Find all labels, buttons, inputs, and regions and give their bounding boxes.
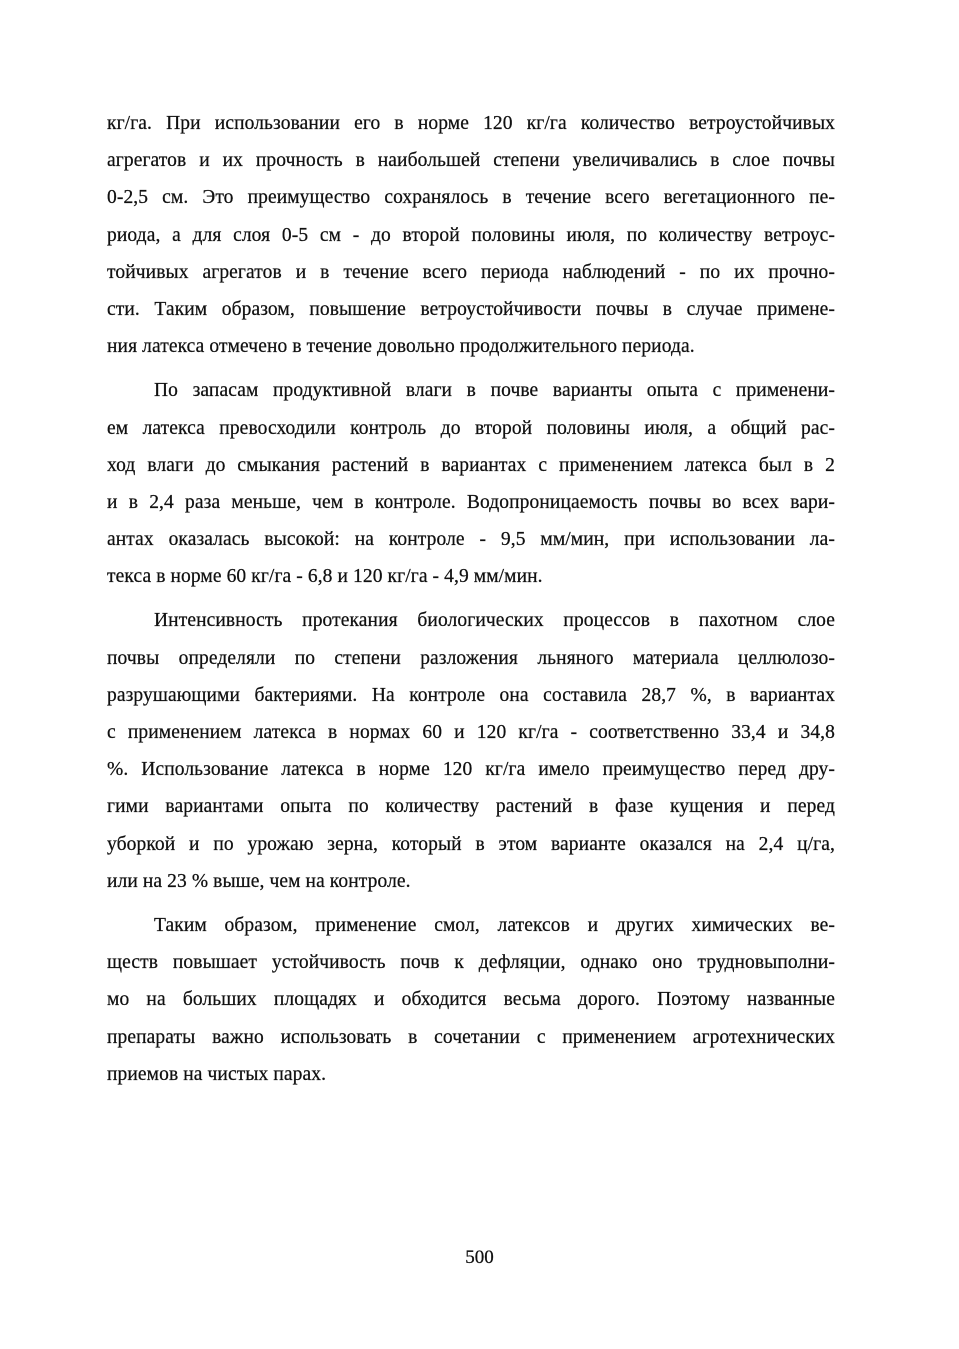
text-line: антах оказалась высокой: на контроле - 9,5 мм/мин, при использовании ла- [107, 529, 835, 551]
text-line: Таким образом, применение смол, латексов и других химических ве- [154, 914, 835, 936]
text-line: разрушающими бактериями. На контроле она составила 28,7 %, в вариантах [107, 684, 835, 706]
text-line: ход влаги до смыкания растений в вариантах с применением латекса был в 2 [107, 454, 835, 476]
paragraph-gap [107, 365, 835, 372]
text-line: 0-2,5 см. Это преимущество сохранялось в течение всего вегетационного пе- [107, 187, 835, 209]
paragraph-gap [107, 595, 835, 602]
paragraph-3 [107, 602, 835, 900]
text-line: текса в норме 60 кг/га - 6,8 и 120 кг/га - 4,9 мм/мин. [107, 566, 543, 588]
text-line: или на 23 % выше, чем на контроле. [107, 870, 411, 892]
text-line: риода, а для слоя 0-5 см - до второй половины июля, по количеству ветроус- [107, 224, 835, 246]
text-line: ния латекса отмечено в течение довольно продолжительного периода. [107, 336, 695, 358]
text-line: гими вариантами опыта по количеству растений в фазе кущения и перед [107, 796, 835, 818]
paragraph-4 [107, 907, 835, 1093]
text-line: приемов на чистых парах. [107, 1063, 327, 1085]
text-line: Интенсивность протекания биологических процессов в пахотном слое [154, 610, 835, 632]
text-line: мо на больших площадях и обходится весьма дорого. Поэтому названные [107, 989, 835, 1011]
text-line: сти. Таким образом, повышение ветроустойчивости почвы в случае примене- [107, 298, 835, 320]
text-line: тойчивых агрегатов и в течение всего периода наблюдений - по их прочно- [107, 261, 835, 283]
text-line: с применением латекса в нормах 60 и 120 кг/га - соответственно 33,4 и 34,8 [107, 722, 835, 743]
text-line: По запасам продуктивной влаги в почве варианты опыта с применени- [154, 380, 835, 402]
text-line: агрегатов и их прочность в наибольшей степени увеличивались в слое почвы [107, 150, 835, 172]
text-line: уборкой и по урожаю зерна, который в этом варианте оказался на 2,4 ц/га, [107, 833, 835, 855]
text-line: ществ повышает устойчивость почв к дефляции, однако оно трудновыполни- [107, 952, 835, 974]
text-line: %. Использование латекса в норме 120 кг/га имело преимущество перед дру- [107, 759, 835, 781]
page-number: 500 [465, 1247, 494, 1268]
text-line: ем латекса превосходили контроль до второй половины июля, а общий рас- [107, 417, 835, 439]
paragraph-gap [107, 900, 835, 907]
paragraph-1 [107, 105, 835, 365]
body-text [107, 105, 835, 1093]
paragraph-2 [107, 372, 835, 595]
text-line: препараты важно использовать в сочетании с применением агротехнических [107, 1026, 835, 1048]
text-line: почвы определяли по степени разложения льняного материала целлюлозо- [107, 647, 835, 669]
text-line: кг/га. При использовании его в норме 120 кг/га количество ветроустойчивых [107, 113, 835, 134]
text-line: и в 2,4 раза меньше, чем в контроле. Водопроницаемость почвы во всех вари- [107, 491, 835, 513]
